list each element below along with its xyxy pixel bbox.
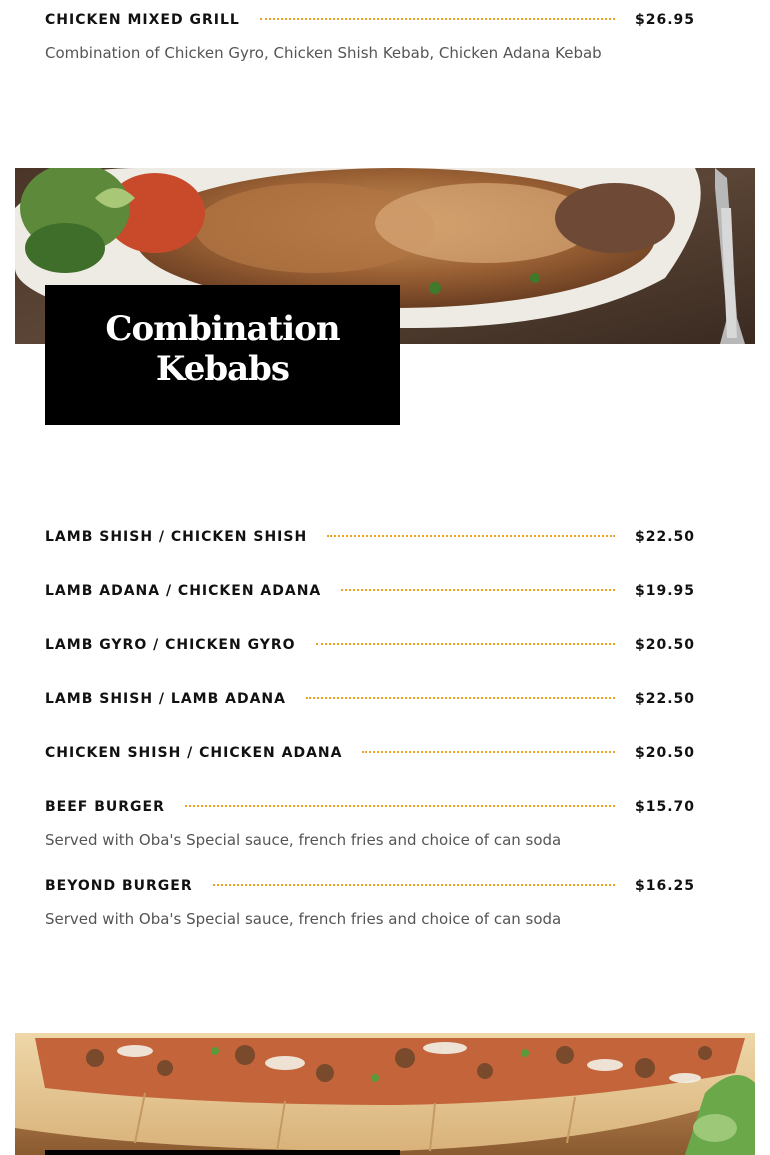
item-price: $19.95 xyxy=(634,583,695,599)
menu-item xyxy=(45,635,695,655)
item-name: CHICKEN SHISH / CHICKEN ADANA xyxy=(45,745,343,761)
menu-item xyxy=(45,527,695,547)
dotted-leader xyxy=(316,643,615,645)
item-description: Served with Oba's Special sauce, french fries and choice of can soda xyxy=(45,831,562,849)
menu-item xyxy=(45,689,695,709)
item-price: $22.50 xyxy=(634,691,695,707)
item-price: $15.70 xyxy=(634,799,695,815)
section-title-box xyxy=(45,1150,400,1155)
dotted-leader xyxy=(327,535,615,537)
item-price: $22.50 xyxy=(634,529,695,545)
item-name: CHICKEN MIXED GRILL xyxy=(45,12,240,28)
item-price: $20.50 xyxy=(634,745,695,761)
dotted-leader xyxy=(185,805,615,807)
dotted-leader xyxy=(306,697,615,699)
dotted-leader xyxy=(341,589,615,591)
item-price: $26.95 xyxy=(634,12,695,28)
item-description: Combination of Chicken Gyro, Chicken Shish Kebab, Chicken Adana Kebab xyxy=(45,44,602,62)
item-name: BEYOND BURGER xyxy=(45,878,193,894)
menu-item-chicken-mixed-grill xyxy=(45,10,695,62)
dotted-leader xyxy=(213,884,615,886)
menu-item xyxy=(45,876,695,928)
item-name: LAMB SHISH / CHICKEN SHISH xyxy=(45,529,308,545)
dotted-leader xyxy=(362,751,615,753)
section-title-line-2: Kebabs xyxy=(155,349,290,389)
section-title xyxy=(45,309,400,389)
item-name: LAMB SHISH / LAMB ADANA xyxy=(45,691,286,707)
menu-item xyxy=(45,797,695,849)
item-price: $20.50 xyxy=(634,637,695,653)
item-price: $16.25 xyxy=(634,878,695,894)
food-banner-image xyxy=(15,1033,755,1155)
menu-item xyxy=(45,743,695,763)
dotted-leader xyxy=(260,18,615,20)
menu-item xyxy=(45,581,695,601)
item-description: Served with Oba's Special sauce, french fries and choice of can soda xyxy=(45,910,562,928)
item-name: LAMB GYRO / CHICKEN GYRO xyxy=(45,637,296,653)
section-title-box xyxy=(45,285,400,425)
item-name: LAMB ADANA / CHICKEN ADANA xyxy=(45,583,322,599)
item-name: BEEF BURGER xyxy=(45,799,165,815)
section-title-line-1: Combination xyxy=(105,309,340,349)
